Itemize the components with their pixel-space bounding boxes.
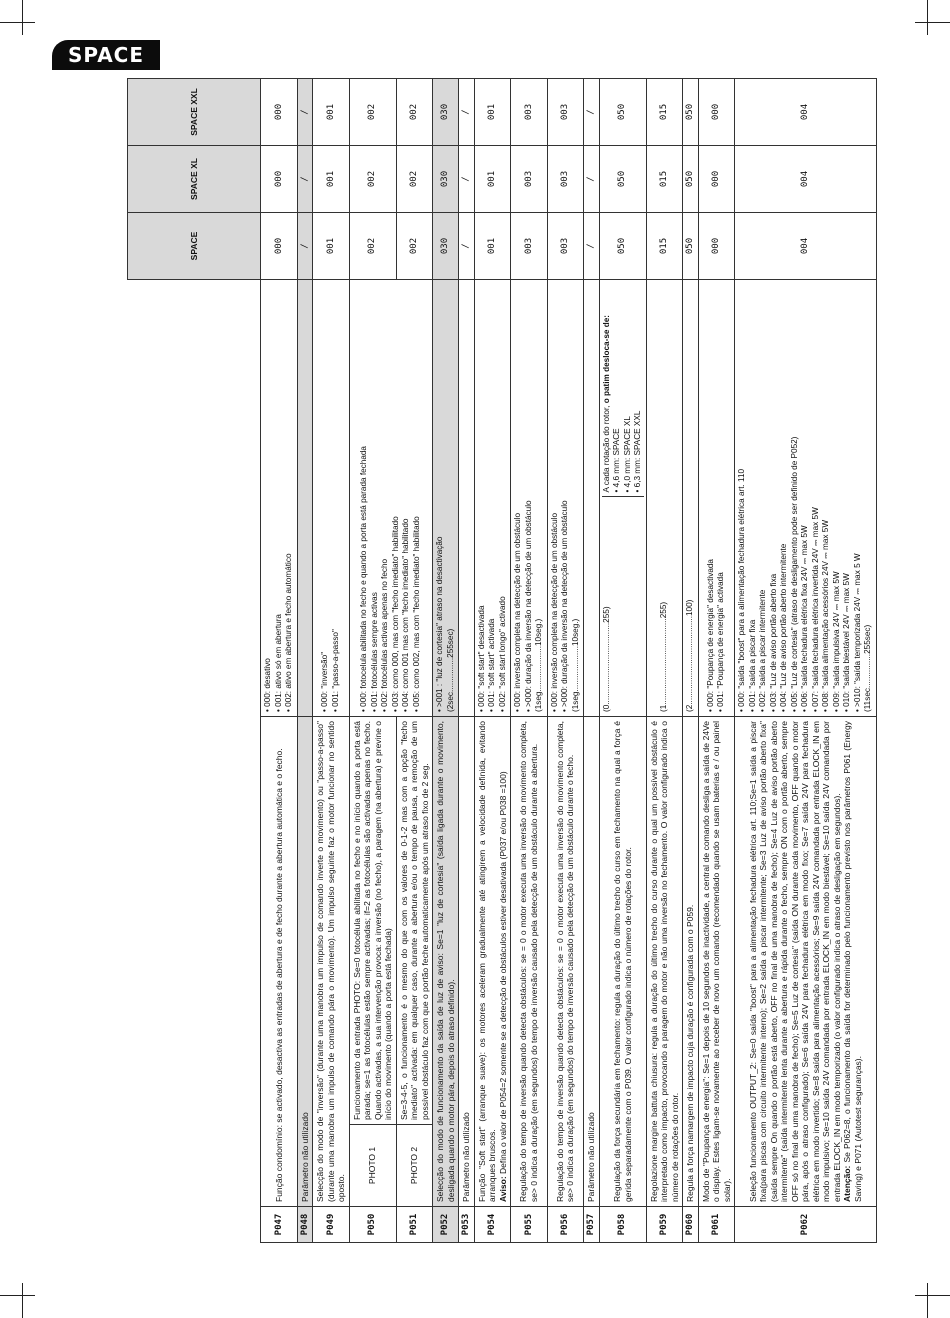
parameter-code: P052: [433, 1207, 459, 1243]
parameter-code: P057: [584, 1207, 600, 1243]
parameter-description: Modo de "Poupança de energia": Se=1 depois de 10 segundos de inactividade, a central de comando desliga a saída de 24Ve o display. Estes ligam-se novamente ao receber de novo um comando (recomendado quando se usam baterias e / ou painel solar).: [698, 717, 735, 1207]
table-row: [599, 79, 646, 1243]
table-row: [646, 79, 683, 1243]
parameter-description: Parâmetro não utilizado: [297, 717, 313, 1207]
table-row: [349, 79, 396, 1243]
parameter-values: [459, 280, 475, 717]
photo-label: PHOTO 2: [396, 1125, 433, 1207]
value-space: /: [459, 213, 475, 280]
value-space-xl: /: [297, 146, 313, 213]
value-space-xl: 003: [547, 146, 584, 213]
parameter-values: • >001 : "luz de cortesia" atraso na desactivação (2sec...............255sec): [433, 280, 459, 717]
value-space-xl: 004: [735, 146, 877, 213]
table-row: [511, 79, 548, 1243]
parameter-values: (1......................................255): [646, 280, 683, 717]
value-space-xxl: /: [584, 79, 600, 146]
value-space-xl: 001: [313, 146, 350, 213]
value-space-xxl: /: [297, 79, 313, 146]
parameter-description: Parâmetro não utilizado: [459, 717, 475, 1207]
parameter-values: (2.......................................100): [683, 280, 699, 717]
warning-text: Defina o valor de P054=2 somente se a detecção de obstáculos estiver desativada (P037 e/ou P038 =100): [497, 771, 508, 1174]
parameter-code: P047: [261, 1207, 298, 1243]
parameter-code: P062: [735, 1207, 877, 1243]
value-space: 000: [698, 213, 735, 280]
parameter-description: Se=3-4-5, o funcionamento é o mesmo do que com os valores de 0-1-2 mas com a opção "fecho imediato" activada: em qualquer caso, durante a abertura e/ou o tempo de pausa, a remoção de um possível obstáculo faz com que o portão feche automaticamente após um atraso fixo de 2 seg.: [396, 717, 433, 1125]
parameter-code: P061: [698, 1207, 735, 1243]
value-space-xxl: 050: [599, 79, 646, 146]
value-space-xxl: 003: [547, 79, 584, 146]
value-space: 050: [599, 213, 646, 280]
parameter-values: • 000: desativo • 001: ativo só em abertura • 002: ativo em abertura e fecho automático: [261, 280, 298, 717]
parameter-values: (0....................................255) A cada rotação do rotor, o patim desloca-se de: • 4,6 mm: SPACE • 4,0 mm: SPACE XL • 6,3 mm: SPACE XXL: [599, 280, 646, 717]
parameter-description: Regulação da força secundária em fechamento: regula a duração do último trecho do curso em fechamento na qual a força é gerida separadamente com o P039. O valor configurado indica o número de rotações do rotor.: [599, 717, 646, 1207]
crop-mark: [927, 1283, 928, 1318]
parameter-values: • 000: "saída "boost" para a alimentação fechadura elétrica art. 110 • 001: "saída a piscar fixa • 002: "saída a piscar intermitente • 003: "Luz de aviso portão aberto fixa • 004: "Luz de aviso portão aberto intermitente • 005: "Luz de cortesia" (atraso de desligamento pode ser definido de P052) • 006: "saída fechadura elétrica fixa 24V ⎓ max 5W • 007: "saída fechadura elétrica invertida 24V ⎓ max 5W • 008: "saída alimentação acessórios 24V ⎓ max 5W • 009: "saída impulsiva 24V ⎓ max 5W • 010: "saída biestável 24V ⎓ max 5W • >010: "saída temporizada 24V ⎓ max 5 W (11sec...............255sec): [735, 280, 877, 717]
value-space-xxl: 001: [474, 79, 511, 146]
value-space: 030: [433, 213, 459, 280]
parameter-values: • 000: fotocelula abilitada no fecho e quando a porta está parada fechada • 001: fotocélulas sempre activas • 002: fotocélulas activas apenas no fecho • 003: como 000, mas com "fecho imediato" habilitado • 004: como 001 mas com "fecho imediato" habilitado • 005: como 002, mas com "fecho imediato" habilitado: [349, 280, 433, 717]
parameter-values: • 000: "inversão" • 001: "passo-a-passo": [313, 280, 350, 717]
parameter-table-area: [127, 79, 872, 1243]
value-space: 000: [261, 213, 298, 280]
value-space: 050: [683, 213, 699, 280]
parameter-table: [127, 78, 877, 1243]
table-row: [683, 79, 699, 1243]
value-space: /: [584, 213, 600, 280]
value-space-xxl: 000: [261, 79, 298, 146]
table-row: [735, 79, 877, 1243]
value-space: /: [297, 213, 313, 280]
parameter-description: Regulação do tempo de inversão quando detecta obstáculos: se = 0 o motor executa uma inversão do movimento completa, se> 0 indica a duração (em segundos) do tempo de inversão causado pela detecção de um obstáculo durante a abertura.: [511, 717, 548, 1207]
value-space-xl: /: [584, 146, 600, 213]
value-space-xxl: /: [459, 79, 475, 146]
parameter-description: Seleção funcionamento OUTPUT_2: Se=0 saída "boost" para a alimentação fechadura elétrica art. 110;Se=1 saída a piscar fixa(para piscas com circuito intermitente interno); Se=2 saída a piscar intermitente; Se=3 Luz de aviso portão aberto fixa" (saída sempre On quando o portão está aberto, OFF no final de uma manobra de fecho); Se=4 Luz de aviso portão aberto intermitente" (saída intermitente lenta durante a abertura e rápida durante o fecho, sempre ON com o portão aberto, sempre OFF só no final de uma manobra de fecho); Se=5 Luz de cortesia" (saída ON durante cada movimento, OFF quando o motor pára, após o atraso configurado); Se=6 saída 24V para fechadura elétrica em modo fixo; Se=7 saída 24V para fechadura elétrica em modo invertido; Se=8 saída para alimentação acessórios; Se=9 saída 24V comandada por entrada ELOCK_IN em modo impulsivo; Se=10 saída 24V comandada por entrada ELOCK_IN em modo biestável; Se=10 saída 24V comandada por entrada ELOCK_IN em modo temporizado (o valor configurado indica o atraso de desligação em segundos). Atenção: Se P062=8, o funcionamento da saída for determinado pelo funcionamento previsto nos parâmetros P061 (Energy Saving) e P071 (Autotest seguranças).: [735, 717, 877, 1207]
value-space-xl: 002: [396, 146, 433, 213]
value-space: 003: [547, 213, 584, 280]
parameter-description: Regolazione margine battuta chiusura: regula a duração do último trecho do curso durante o qual um possível obstáculo é interpretado como impacto, provocando a paragem do motor e não uma inversão no fechamento. O valor configurado indica o número de rotações do rotor.: [646, 717, 683, 1207]
crop-mark: [915, 22, 950, 23]
value-space-xxl: 030: [433, 79, 459, 146]
value-space: 003: [511, 213, 548, 280]
value-space-xl: 050: [683, 146, 699, 213]
value-space: 015: [646, 213, 683, 280]
table-row: [698, 79, 735, 1243]
table-row: [433, 79, 459, 1243]
value-space-xxl: 002: [349, 79, 396, 146]
parameter-code: P058: [599, 1207, 646, 1243]
parameter-code: P049: [313, 1207, 350, 1243]
parameter-description: Selecção do modo de funcionamento da saída de luz de aviso: Se=1 "luz de cortesia" (saída ligada durante o movimento, desligada quando o motor pára, depois do atraso definido).: [433, 717, 459, 1207]
warning-text: Se P062=8, o funcionamento da saída for determinado pelo funcionamento previsto nos parâmetros P061 (Energy Saving) e P071 (Autotest seguranças).: [842, 721, 863, 1202]
value-space-xxl: 002: [396, 79, 433, 146]
crop-mark: [927, 0, 928, 35]
value-space-xl: 000: [698, 146, 735, 213]
parameter-code: P054: [474, 1207, 511, 1243]
photo-label: PHOTO 1: [349, 1125, 396, 1207]
parameter-code: P059: [646, 1207, 683, 1243]
parameter-description: Função "Soft start" (arranque suave): os motores aceleram gradualmente até atingirem a velocidade definida, evitando arranques bruscos. Aviso: Defina o valor de P054=2 somente se a detecção de obstáculos estiver desativada (P037 e/ou P038 =100): [474, 717, 511, 1207]
parameter-values: • 000: inversão completa na detecção de um obstáculo • >000: duração da inversão na detecção de um obstáculo (1seg....................10seg.): [511, 280, 548, 717]
value-space-xxl: 003: [511, 79, 548, 146]
parameter-description: Funcionamento da entrada PHOTO: Se=0 fotocélula abilitada no fecho e no início quando a porta está parada; se=1 as fotocélulas estão sempre activadas; if=2 as fotocélulas são activadas apenas no fecho. Quando activadas, a sua intervenção provoca: a inversão (no fecho), a paragem (na abertura) e previne o início do movimento (quando a porta está fechada): [349, 717, 396, 1125]
value-space-xl: 050: [599, 146, 646, 213]
value-space-xl: 001: [474, 146, 511, 213]
table-row: [474, 79, 511, 1243]
parameter-code: P048: [297, 1207, 313, 1243]
value-space-xl: 000: [261, 146, 298, 213]
table-row: [547, 79, 584, 1243]
value-space-xxl: 050: [683, 79, 699, 146]
value-space: 002: [396, 213, 433, 280]
parameter-code: P056: [547, 1207, 584, 1243]
warning-label: Atenção:: [842, 1165, 852, 1202]
value-space: 001: [474, 213, 511, 280]
value-space-xl: 030: [433, 146, 459, 213]
parameter-code: P053: [459, 1207, 475, 1243]
parameter-values: • 000: "soft start" desactivada • 001: "soft start" activada • 002: "soft start longo" activado: [474, 280, 511, 717]
parameter-description: Regula a força namargem de impacto cuja duração é configurada com o P059.: [683, 717, 699, 1207]
parameter-description: Função condomínio: se activado, desactiva as entradas de abertura e de fecho durante a abertura automática e o fecho.: [261, 717, 298, 1207]
value-space-xl: 015: [646, 146, 683, 213]
brand-logo: SPACE: [52, 40, 160, 70]
crop-mark: [915, 1295, 950, 1296]
value-space: 002: [349, 213, 396, 280]
rotated-page: [127, 79, 872, 1243]
parameter-description: Regulação do tempo de inversão quando detecta obstáculos: se = 0 o motor executa uma inversão do movimento completa, se> 0 indica a duração (em segundos) do tempo de inversão causado pela detecção de um obstáculo durante o fecho.: [547, 717, 584, 1207]
header-row: [128, 79, 261, 1243]
crop-mark: [0, 22, 35, 23]
crop-mark: [22, 1283, 23, 1318]
parameter-code: P051: [396, 1207, 433, 1243]
table-row: [459, 79, 475, 1243]
crop-mark: [22, 0, 23, 35]
column-header-space: SPACE: [128, 213, 261, 280]
value-space-xl: /: [459, 146, 475, 213]
parameter-code: P050: [349, 1207, 396, 1243]
rotor-note: A cada rotação do rotor, o patim desloca-se de: • 4,6 mm: SPACE • 4,0 mm: SPACE XL • 6,3 mm: SPACE XXL: [602, 284, 644, 498]
value-space: 004: [735, 213, 877, 280]
table-row: [261, 79, 298, 1243]
parameter-values: [584, 280, 600, 717]
value-space-xl: 003: [511, 146, 548, 213]
value-space-xl: 002: [349, 146, 396, 213]
crop-mark: [0, 1295, 35, 1296]
table-row: [584, 79, 600, 1243]
parameter-description: Parâmetro não utilizado: [584, 717, 600, 1207]
parameter-values: • 000: "Poupança de energia" desactivada • 001: "Poupança de energia" activada: [698, 280, 735, 717]
value-space-xxl: 001: [313, 79, 350, 146]
parameter-values: [297, 280, 313, 717]
value-space: 001: [313, 213, 350, 280]
table-row: [297, 79, 313, 1243]
value-space-xxl: 000: [698, 79, 735, 146]
parameter-code: P060: [683, 1207, 699, 1243]
table-row: [313, 79, 350, 1243]
warning-label: Aviso:: [497, 1176, 508, 1202]
parameter-values: • 000: inversão completa na detecção de um obstáculo • >000: duração da inversão na detecção de um obstáculo (1seg....................10seg.): [547, 280, 584, 717]
column-header-space-xxl: SPACE XXL: [128, 79, 261, 146]
parameter-description: Selecção do modo de "inversão" (durante uma manobra um impulso de comando inverte o movimento) ou "passo-a-passo" (durante uma manobra um impulso de comando pára o movimento). Um impulso seguinte faz o motor funcionar no sentido oposto.: [313, 717, 350, 1207]
parameter-code: P055: [511, 1207, 548, 1243]
value-space-xxl: 015: [646, 79, 683, 146]
column-header-space-xl: SPACE XL: [128, 146, 261, 213]
value-space-xxl: 004: [735, 79, 877, 146]
